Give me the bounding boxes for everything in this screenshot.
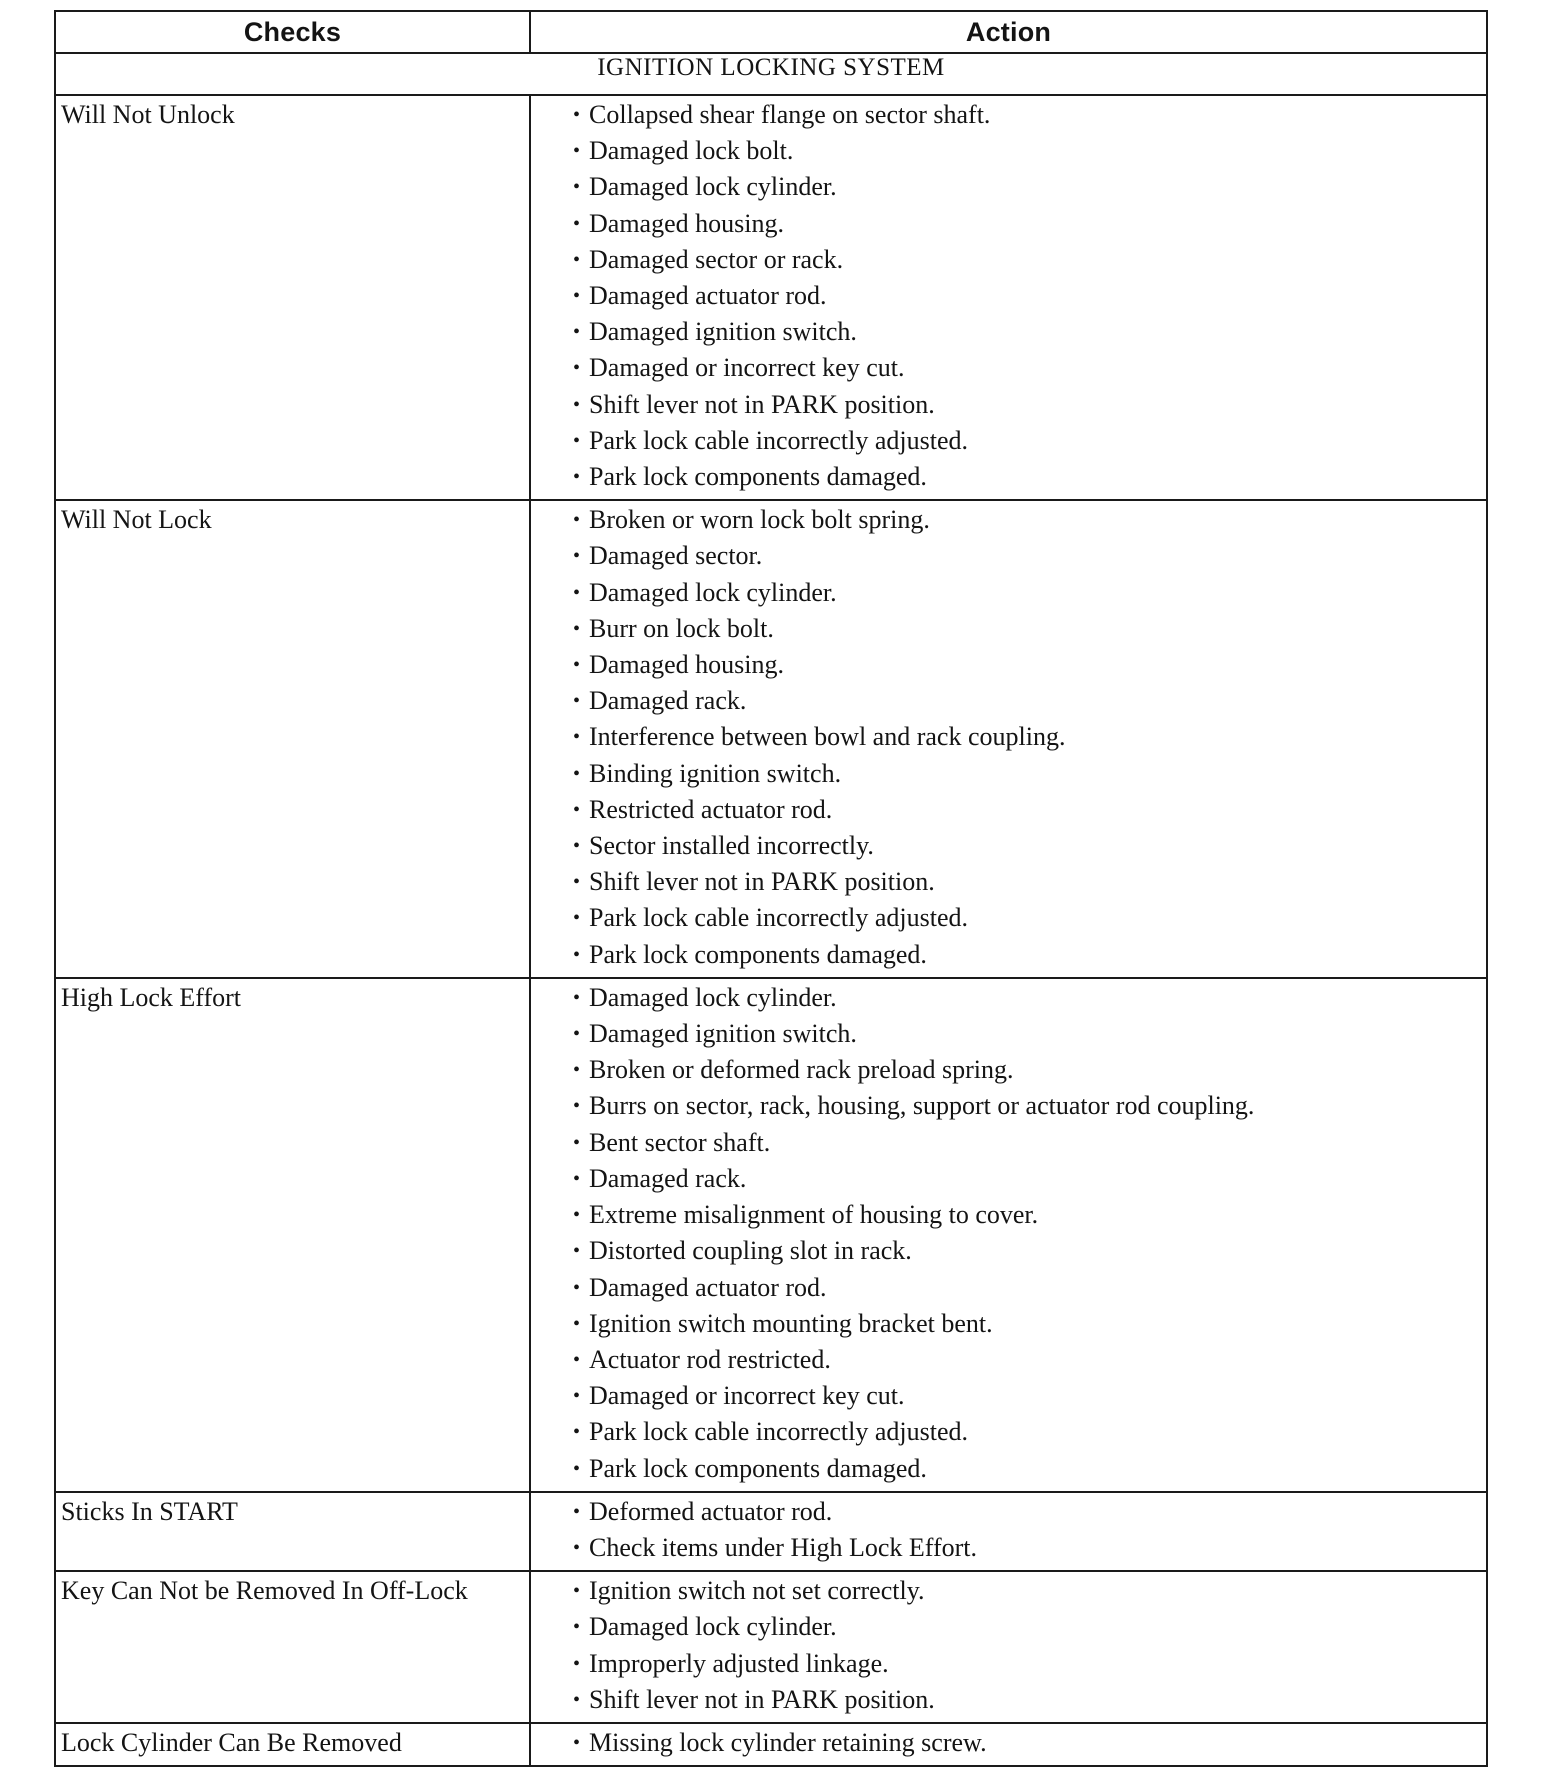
action-cell [530, 1571, 1487, 1723]
action-cell [530, 1723, 1487, 1766]
table-row [55, 978, 1487, 1492]
table-row [55, 1571, 1487, 1723]
action-item: • Damaged or incorrect key cut. [573, 1378, 1486, 1414]
table-row [55, 1723, 1487, 1766]
action-item: • Missing lock cylinder retaining screw. [573, 1725, 1486, 1761]
action-item: • Damaged lock cylinder. [573, 169, 1486, 205]
action-item: • Sector installed incorrectly. [573, 828, 1486, 864]
action-item: • Distorted coupling slot in rack. [573, 1233, 1486, 1269]
action-item: • Damaged sector. [573, 538, 1486, 574]
action-item: • Actuator rod restricted. [573, 1342, 1486, 1378]
action-item: • Shift lever not in PARK position. [573, 1682, 1486, 1718]
action-item: • Damaged lock cylinder. [573, 980, 1486, 1016]
action-cell [530, 978, 1487, 1492]
table-row [55, 500, 1487, 978]
section-title: IGNITION LOCKING SYSTEM [55, 53, 1487, 95]
action-item: • Binding ignition switch. [573, 756, 1486, 792]
diagnosis-table [54, 10, 1488, 1767]
table-row [55, 95, 1487, 500]
action-item: • Damaged lock cylinder. [573, 1609, 1486, 1645]
action-cell [530, 1492, 1487, 1571]
table-row [55, 1492, 1487, 1571]
action-item: • Damaged lock bolt. [573, 133, 1486, 169]
action-item: • Park lock components damaged. [573, 937, 1486, 973]
action-list [531, 1572, 1486, 1722]
action-item: • Bent sector shaft. [573, 1125, 1486, 1161]
action-item: • Ignition switch not set correctly. [573, 1573, 1486, 1609]
action-item: • Damaged ignition switch. [573, 314, 1486, 350]
action-list [531, 1493, 1486, 1570]
action-item: • Damaged actuator rod. [573, 278, 1486, 314]
check-cell: Key Can Not be Removed In Off-Lock [55, 1571, 530, 1723]
action-item: • Damaged housing. [573, 206, 1486, 242]
action-item: • Broken or deformed rack preload spring. [573, 1052, 1486, 1088]
action-item: • Shift lever not in PARK position. [573, 864, 1486, 900]
action-item: • Improperly adjusted linkage. [573, 1646, 1486, 1682]
action-item: • Park lock cable incorrectly adjusted. [573, 1414, 1486, 1450]
action-item: • Damaged or incorrect key cut. [573, 350, 1486, 386]
action-item: • Restricted actuator rod. [573, 792, 1486, 828]
action-item: • Extreme misalignment of housing to cover. [573, 1197, 1486, 1233]
table-body [55, 53, 1487, 1766]
action-item: • Damaged lock cylinder. [573, 575, 1486, 611]
action-item: • Damaged ignition switch. [573, 1016, 1486, 1052]
action-list [531, 1724, 1486, 1765]
check-cell: Lock Cylinder Can Be Removed [55, 1723, 530, 1766]
check-cell: High Lock Effort [55, 978, 530, 1492]
check-cell: Will Not Lock [55, 500, 530, 978]
action-item: • Park lock cable incorrectly adjusted. [573, 423, 1486, 459]
action-header: Action [530, 11, 1487, 53]
action-item: • Check items under High Lock Effort. [573, 1530, 1486, 1566]
action-item: • Shift lever not in PARK position. [573, 387, 1486, 423]
check-cell: Will Not Unlock [55, 95, 530, 500]
action-item: • Burrs on sector, rack, housing, support or actuator rod coupling. [573, 1088, 1486, 1124]
action-item: • Ignition switch mounting bracket bent. [573, 1306, 1486, 1342]
action-list [531, 501, 1486, 977]
action-item: • Collapsed shear flange on sector shaft. [573, 97, 1486, 133]
action-item: • Damaged rack. [573, 1161, 1486, 1197]
checks-header: Checks [55, 11, 530, 53]
action-item: • Damaged rack. [573, 683, 1486, 719]
section-row [55, 53, 1487, 95]
action-item: • Damaged actuator rod. [573, 1270, 1486, 1306]
action-item: • Park lock components damaged. [573, 459, 1486, 495]
action-item: • Damaged sector or rack. [573, 242, 1486, 278]
action-item: • Park lock cable incorrectly adjusted. [573, 900, 1486, 936]
action-list [531, 979, 1486, 1491]
action-item: • Damaged housing. [573, 647, 1486, 683]
action-item: • Burr on lock bolt. [573, 611, 1486, 647]
header-row [55, 11, 1487, 53]
action-item: • Park lock components damaged. [573, 1451, 1486, 1487]
action-list [531, 96, 1486, 499]
action-item: • Broken or worn lock bolt spring. [573, 502, 1486, 538]
check-cell: Sticks In START [55, 1492, 530, 1571]
action-cell [530, 500, 1487, 978]
action-item: • Interference between bowl and rack coupling. [573, 719, 1486, 755]
action-cell [530, 95, 1487, 500]
action-item: • Deformed actuator rod. [573, 1494, 1486, 1530]
